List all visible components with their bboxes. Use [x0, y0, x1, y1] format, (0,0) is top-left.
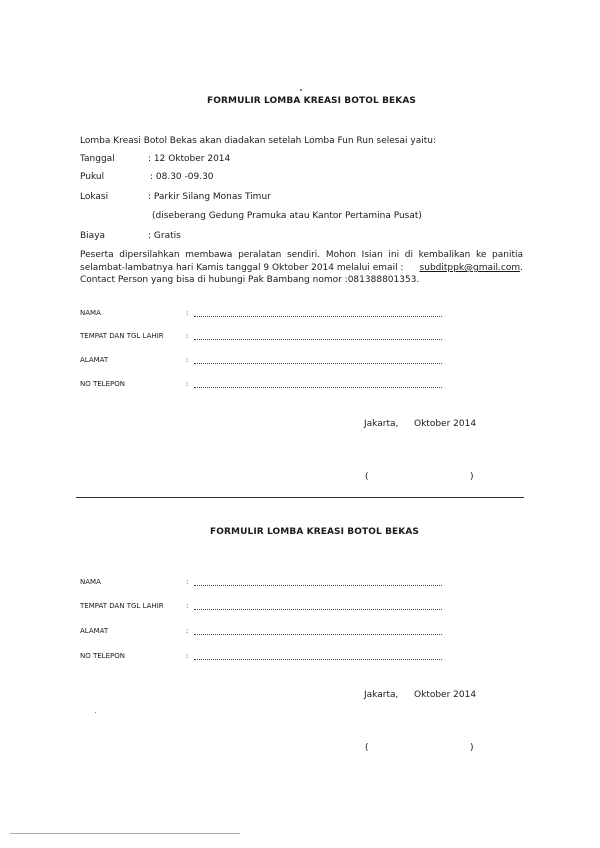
lokasi-note: (diseberang Gedung Pramuka atau Kantor Pertamina Pusat) [152, 211, 422, 221]
pukul-label: Pukul [80, 172, 105, 182]
form-title: FORMULIR LOMBA KREASI BOTOL BEKAS [207, 96, 416, 106]
telepon-field[interactable] [194, 387, 442, 388]
telepon-colon: : [186, 652, 189, 660]
form-title-copy: FORMULIR LOMBA KREASI BOTOL BEKAS [210, 527, 419, 537]
ttl-field[interactable] [194, 339, 442, 340]
alamat-field[interactable] [194, 634, 442, 635]
lokasi-value: : Parkir Silang Monas Timur [148, 192, 271, 202]
scan-speck [95, 712, 96, 713]
alamat-label: ALAMAT [80, 627, 109, 635]
notice-line-1: Peserta dipersilahkan membawa peralatan sendiri. Mohon Isian ini di kembalikan ke panitia [80, 250, 523, 260]
alamat-label: ALAMAT [80, 356, 109, 364]
notice-line-2-end: . [520, 263, 523, 273]
tanggal-value: : 12 Oktober 2014 [148, 154, 231, 164]
signature-close-paren: ) [470, 472, 474, 482]
notice-email-wrap [420, 263, 523, 273]
signature-open-paren: ( [365, 472, 369, 482]
date-text: Oktober 2014 [414, 419, 477, 429]
scan-speck [300, 89, 302, 91]
alamat-field[interactable] [194, 363, 442, 364]
alamat-colon: : [186, 627, 189, 635]
ttl-colon: : [186, 332, 189, 340]
nama-label: NAMA [80, 578, 101, 586]
tanggal-label: Tanggal [80, 154, 115, 164]
signature-close-paren: ) [470, 743, 474, 753]
date-text: Oktober 2014 [414, 690, 477, 700]
place-text: Jakarta, [364, 690, 399, 700]
nama-colon: : [186, 309, 189, 317]
signature-open-paren: ( [365, 743, 369, 753]
nama-colon: : [186, 578, 189, 586]
ttl-colon: : [186, 602, 189, 610]
ttl-label: TEMPAT DAN TGL LAHIR [80, 332, 164, 340]
ttl-field[interactable] [194, 609, 442, 610]
biaya-label: Biaya [80, 231, 106, 241]
email-link[interactable]: subditppk@gmail.com [419, 263, 521, 273]
telepon-label: NO TELEPON [80, 380, 125, 388]
telepon-field[interactable] [194, 659, 442, 660]
alamat-colon: : [186, 356, 189, 364]
cut-line [76, 497, 524, 498]
notice-line-2-text: selambat-lambatnya hari Kamis tanggal 9 Oktober 2014 melalui email : [80, 263, 404, 273]
place-text: Jakarta, [364, 419, 399, 429]
pukul-value: : 08.30 -09.30 [150, 172, 214, 182]
notice-line-2 [80, 263, 523, 273]
biaya-value: : Gratis [148, 231, 181, 241]
lokasi-label: Lokasi [80, 192, 109, 202]
nama-field[interactable] [194, 585, 442, 586]
telepon-label: NO TELEPON [80, 652, 125, 660]
intro-text: Lomba Kreasi Botol Bekas akan diadakan setelah Lomba Fun Run selesai yaitu: [80, 136, 436, 146]
scan-edge-line [10, 833, 240, 834]
ttl-label: TEMPAT DAN TGL LAHIR [80, 602, 164, 610]
notice-line-3: Contact Person yang bisa di hubungi Pak Bambang nomor :081388801353. [80, 275, 420, 285]
telepon-colon: : [186, 380, 189, 388]
nama-field[interactable] [194, 316, 442, 317]
nama-label: NAMA [80, 309, 101, 317]
